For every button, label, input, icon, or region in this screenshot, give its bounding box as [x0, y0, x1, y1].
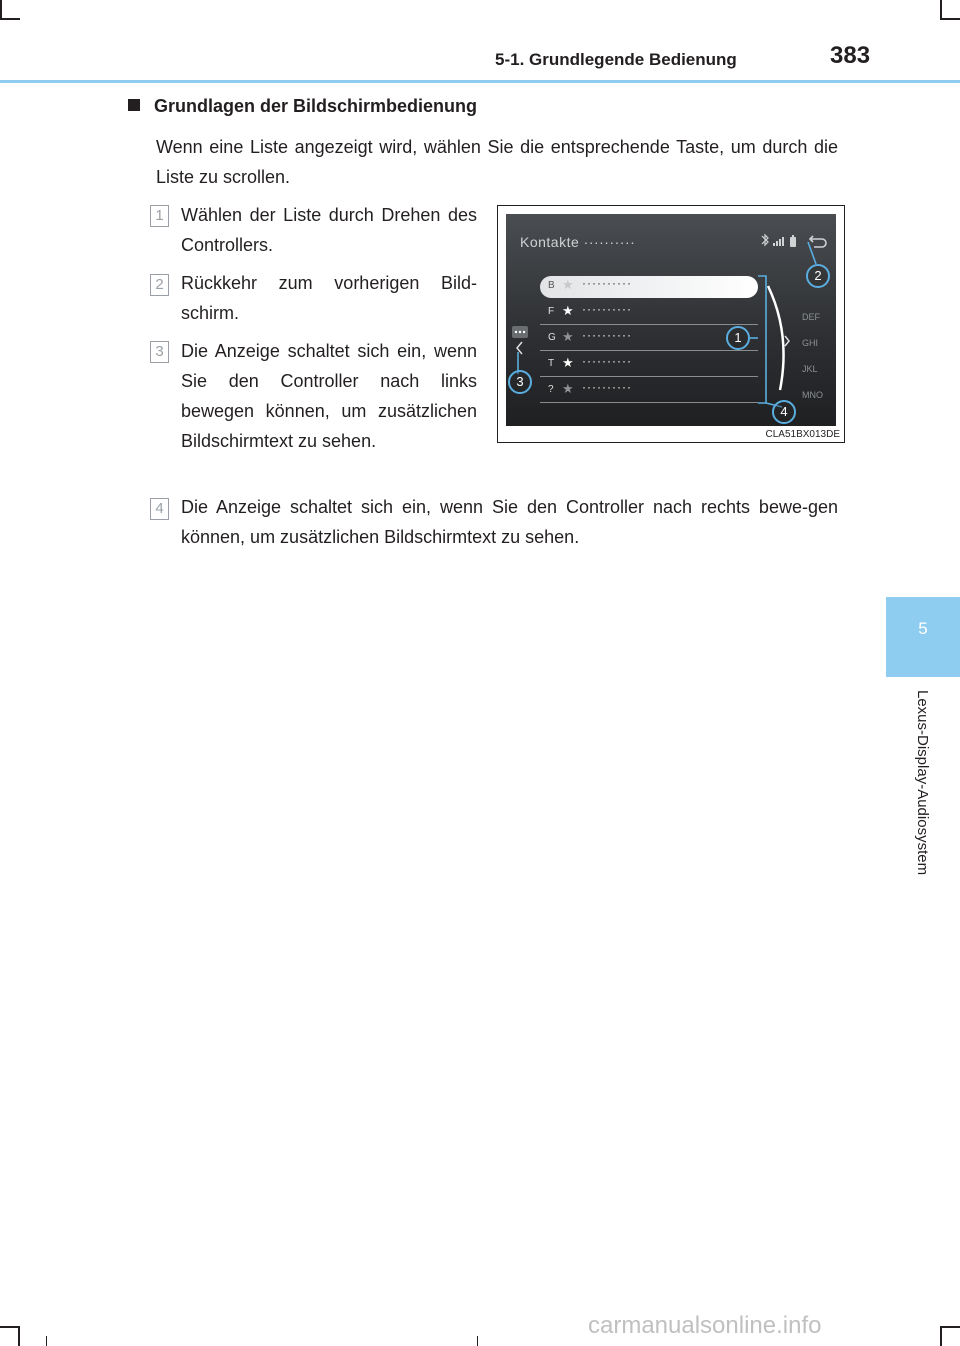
callout-2: 2 [806, 264, 830, 288]
chapter-tab [886, 597, 960, 677]
list-item-text: Rückkehr zum vorherigen Bild-schirm. [181, 273, 477, 323]
header-rule [0, 80, 960, 83]
row-name-placeholder: ·········· [582, 328, 632, 342]
row-letter: ? [548, 384, 554, 395]
favorite-star-icon: ★ [562, 277, 574, 292]
crop-mark [940, 1326, 942, 1346]
favorite-star-icon: ★ [562, 303, 574, 318]
screen-title: Kontakte ·········· [520, 234, 636, 250]
row-letter: G [548, 332, 556, 343]
crop-mark [477, 1336, 478, 1346]
list-item-text: Wählen der Liste durch Drehen des Controllers. [181, 205, 477, 255]
subheading-text: Grundlagen der Bildschirmbedienung [154, 96, 478, 116]
crop-mark [940, 18, 960, 20]
chapter-number: 5 [918, 619, 928, 638]
watermark: carmanualsonline.info [588, 1312, 822, 1339]
subheading [128, 96, 477, 117]
item-number-badge: 3 [150, 341, 169, 363]
row-name-placeholder: ·········· [582, 380, 632, 394]
square-bullet-icon [128, 99, 140, 111]
row-name-placeholder: ·········· [582, 354, 632, 368]
index-label: GHI [802, 338, 819, 348]
row-name-placeholder: ·········· [582, 302, 632, 316]
favorite-star-icon: ★ [562, 381, 574, 396]
list-item-text: Die Anzeige schaltet sich ein, wenn Sie den Controller nach links bewegen können, um zusätzlichen Bildschirmtext zu sehen. [181, 341, 477, 451]
scroll-arc [768, 286, 784, 390]
crop-mark [940, 0, 942, 20]
figure-overlay [506, 214, 836, 426]
crop-mark [18, 1326, 20, 1346]
figure-code: CLA51BX013DE [765, 429, 840, 440]
row-name-placeholder: ·········· [582, 276, 632, 290]
crop-mark [0, 0, 2, 20]
screen-illustration [497, 205, 845, 443]
bracket-line [758, 276, 766, 403]
running-header-section: 5-1. Grundlegende Bedienung [495, 50, 737, 69]
index-label: DEF [802, 312, 820, 322]
row-letter: F [548, 306, 555, 317]
callout-1: 1 [726, 326, 750, 350]
callout-4: 4 [772, 400, 796, 424]
row-letter: T [548, 358, 555, 369]
more-icon [512, 326, 528, 338]
crop-mark [0, 1326, 20, 1328]
item-number-badge: 4 [150, 498, 169, 520]
item-number-badge: 2 [150, 274, 169, 296]
index-label: MNO [802, 390, 823, 400]
crop-mark [46, 1336, 47, 1346]
index-label: JKL [802, 364, 818, 374]
display-screen [506, 214, 836, 426]
row-letter: B [548, 280, 555, 291]
chapter-label: Lexus-Display-Audiosystem [914, 690, 931, 876]
favorite-star-icon: ★ [562, 355, 574, 370]
page-number: 383 [830, 42, 871, 69]
intro-paragraph: Wenn eine Liste angezeigt wird, wählen Sie die entsprechende Taste, um durch die Liste zu scrollen. [156, 137, 838, 187]
list-item-text: Die Anzeige schaltet sich ein, wenn Sie den Controller nach rechts bewe-gen können, um zusätzlichen Bildschirmtext zu sehen. [181, 497, 838, 547]
chevron-right-icon [785, 336, 789, 346]
callout-3: 3 [508, 370, 532, 394]
favorite-star-icon: ★ [562, 329, 574, 344]
crop-mark [0, 18, 20, 20]
leader-line [808, 242, 816, 264]
item-number-badge: 1 [150, 205, 169, 227]
crop-mark [940, 1326, 960, 1328]
chapter-label-container [914, 690, 934, 910]
